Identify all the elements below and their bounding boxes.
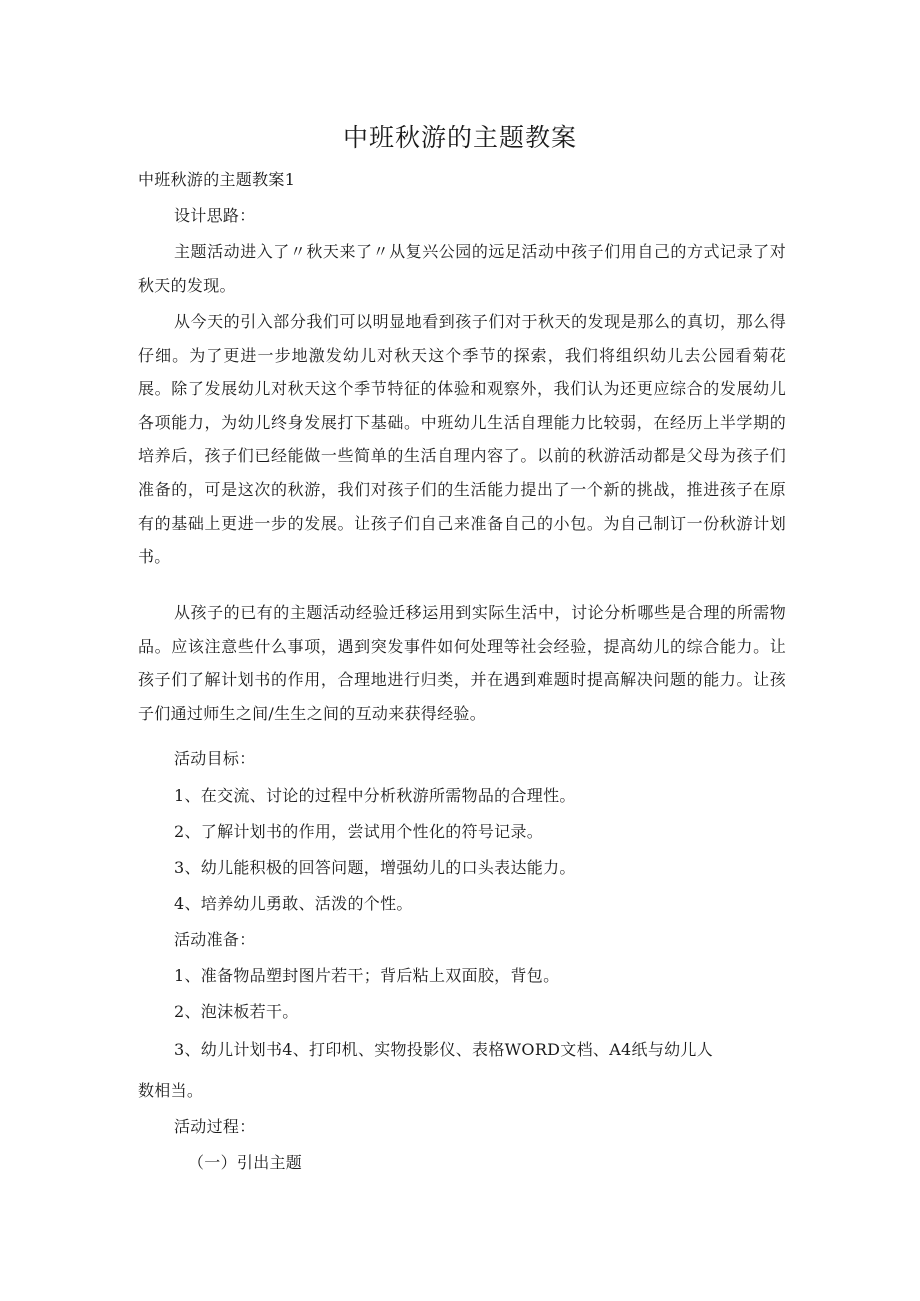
design-heading: 设计思路： xyxy=(174,206,256,225)
goal-item-1: 1、在交流、讨论的过程中分析秋游所需物品的合理性。 xyxy=(174,786,576,805)
design-paragraph-3: 从孩子的已有的主题活动经验迁移运用到实际生活中，讨论分析哪些是合理的所需物品。应该注意些什么事项，遇到突发事件如何处理等社会经验，提高幼儿的综合能力。让孩子们了解计划书的作用，合理地进行归类，并在遇到难题时提高解决问题的能力。让孩子们通过师生之间/生生之间的互动来获得经验。 xyxy=(138,603,786,723)
process-step-1: （一）引出主题 xyxy=(188,1153,303,1172)
section-subtitle: 中班秋游的主题教案1 xyxy=(138,170,296,189)
prep-heading: 活动准备： xyxy=(174,930,256,949)
prep-item-2: 2、泡沫板若干。 xyxy=(174,1002,299,1021)
prep-item-3-continued: 数相当。 xyxy=(138,1081,204,1100)
design-paragraph-1: 主题活动进入了〃秋天来了〃从复兴公园的远足活动中孩子们用自己的方式记录了对秋天的发现。 xyxy=(138,242,786,295)
goal-item-2: 2、了解计划书的作用，尝试用个性化的符号记录。 xyxy=(174,822,544,841)
prep-item-3: 3、幼儿计划书4、打印机、实物投影仪、表格WORD文档、A4纸与幼儿人 xyxy=(174,1040,714,1059)
goal-item-4: 4、培养幼儿勇敢、活泼的个性。 xyxy=(174,894,413,913)
goals-heading: 活动目标： xyxy=(174,749,256,768)
process-heading: 活动过程： xyxy=(174,1117,256,1136)
prep-item-1: 1、准备物品塑封图片若干；背后粘上双面胶，背包。 xyxy=(174,966,560,985)
document-title: 中班秋游的主题教案 xyxy=(342,123,577,152)
design-paragraph-2: 从今天的引入部分我们可以明显地看到孩子们对于秋天的发现是那么的真切，那么得仔细。为了更进一步地激发幼儿对秋天这个季节的探索，我们将组织幼儿去公园看菊花展。除了发展幼儿对秋天这个季节特征的体验和观察外，我们认为还更应综合的发展幼儿各项能力，为幼儿终身发展打下基础。中班幼儿生活自理能力比较弱，在经历上半学期的培养后，孩子们已经能做一些简单的生活自理内容了。以前的秋游活动都是父母为孩子们准备的，可是这次的秋游，我们对孩子们的生活能力提出了一个新的挑战，推进孩子在原有的基础上更进一步的发展。让孩子们自己来准备自己的小包。为自己制订一份秋游计划书。 xyxy=(138,312,786,567)
goal-item-3: 3、幼儿能积极的回答问题，增强幼儿的口头表达能力。 xyxy=(174,858,576,877)
